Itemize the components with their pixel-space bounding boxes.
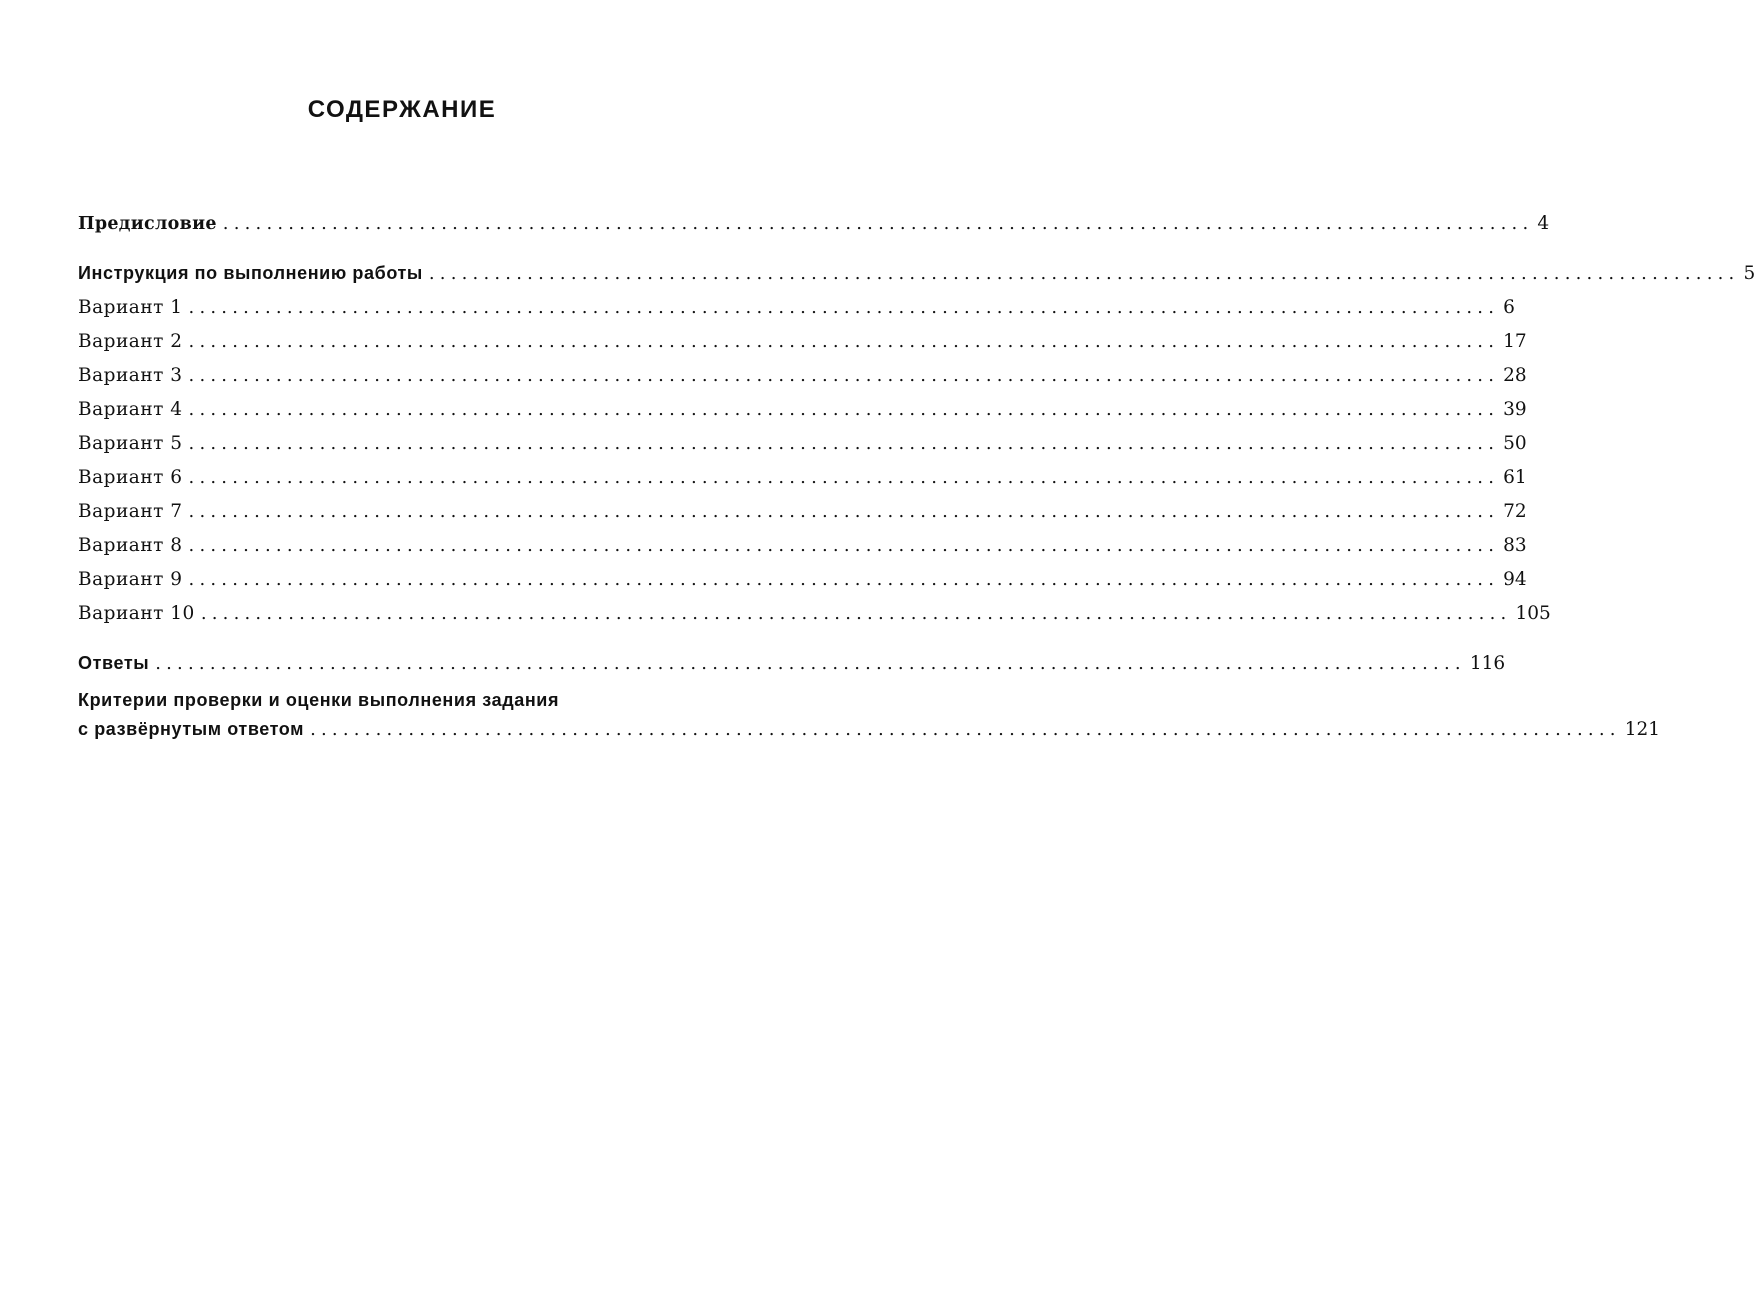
toc-entry-label: Вариант 4	[78, 399, 183, 420]
toc-entry-page: 17	[1503, 331, 1527, 352]
dot-leader: ........................................................................................................................	[188, 569, 1500, 590]
toc-entry-page: 72	[1503, 501, 1527, 522]
toc-entry-label: с развёрнутым ответом	[78, 719, 305, 739]
toc-entry-page: 83	[1503, 535, 1527, 556]
toc-entry-page: 39	[1503, 399, 1527, 420]
toc-entry-variant-5[interactable]	[78, 428, 1527, 454]
toc-entry-label: Вариант 2	[78, 331, 183, 352]
toc-entry-label: Вариант 7	[78, 501, 183, 522]
toc-entry-page: 61	[1503, 467, 1527, 488]
toc-entry-variant-7[interactable]	[78, 496, 1527, 522]
dot-leader: ........................................................................................................................	[188, 501, 1500, 522]
toc-entry-criteria-line1[interactable]: Критерии проверки и оценки выполнения задания	[78, 690, 560, 710]
dot-leader: ........................................................................................................................	[188, 467, 1500, 488]
toc-entry-label: Ответы	[78, 653, 150, 673]
dot-leader: ........................................................................................................................	[155, 653, 1466, 674]
toc-entry-page: 50	[1503, 433, 1527, 454]
toc-entry-page: 28	[1503, 365, 1527, 386]
toc-entry-page: 121	[1624, 719, 1660, 740]
toc-entry-label: Вариант 8	[78, 535, 183, 556]
toc-entry-preface[interactable]	[78, 208, 1550, 234]
toc-entry-label: Вариант 3	[78, 365, 183, 386]
toc-entry-label: Вариант 6	[78, 467, 183, 488]
toc-entry-instructions[interactable]	[78, 258, 1755, 284]
toc-entry-label: Инструкция по выполнению работы	[78, 263, 423, 283]
dot-leader: ........................................................................................................................	[188, 331, 1500, 352]
dot-leader: ........................................................................................................................	[200, 603, 1512, 624]
dot-leader: ........................................................................................................................	[310, 719, 1621, 740]
dot-leader: ........................................................................................................................	[428, 263, 1740, 284]
toc-entry-page: 6	[1503, 297, 1515, 318]
toc-entry-label: Вариант 1	[78, 297, 183, 318]
toc-entry-label: Вариант 10	[78, 603, 195, 624]
toc-entry-answers[interactable]	[78, 648, 1506, 674]
toc-entry-page: 4	[1537, 213, 1550, 234]
toc-entry-page: 105	[1515, 603, 1551, 624]
toc-entry-label: Вариант 9	[78, 569, 183, 590]
toc-entry-variant-9[interactable]	[78, 564, 1527, 590]
toc-entry-page: 116	[1469, 653, 1506, 674]
toc-entry-variant-4[interactable]	[78, 394, 1527, 420]
page-title: СОДЕРЖАНИЕ	[307, 96, 497, 123]
toc-entry-label: Вариант 5	[78, 433, 183, 454]
toc-entry-page: 5	[1743, 263, 1755, 284]
dot-leader: ........................................................................................................................	[188, 433, 1500, 454]
toc-entry-variant-8[interactable]	[78, 530, 1527, 556]
dot-leader: ........................................................................................................................	[188, 297, 1500, 318]
toc-entry-variant-3[interactable]	[78, 360, 1527, 386]
dot-leader: ........................................................................................................................	[222, 213, 1534, 234]
toc-entry-variant-10[interactable]	[78, 598, 1551, 624]
dot-leader: ........................................................................................................................	[188, 399, 1500, 420]
toc-entry-variant-2[interactable]	[78, 326, 1527, 352]
dot-leader: ........................................................................................................................	[188, 365, 1500, 386]
toc-entry-variant-1[interactable]	[78, 292, 1515, 318]
toc-entry-page: 94	[1503, 569, 1527, 590]
toc-entry-variant-6[interactable]	[78, 462, 1527, 488]
toc-entry-label: Предисловие	[78, 214, 217, 234]
dot-leader: ........................................................................................................................	[188, 535, 1500, 556]
toc-entry-criteria[interactable]	[78, 714, 1660, 740]
